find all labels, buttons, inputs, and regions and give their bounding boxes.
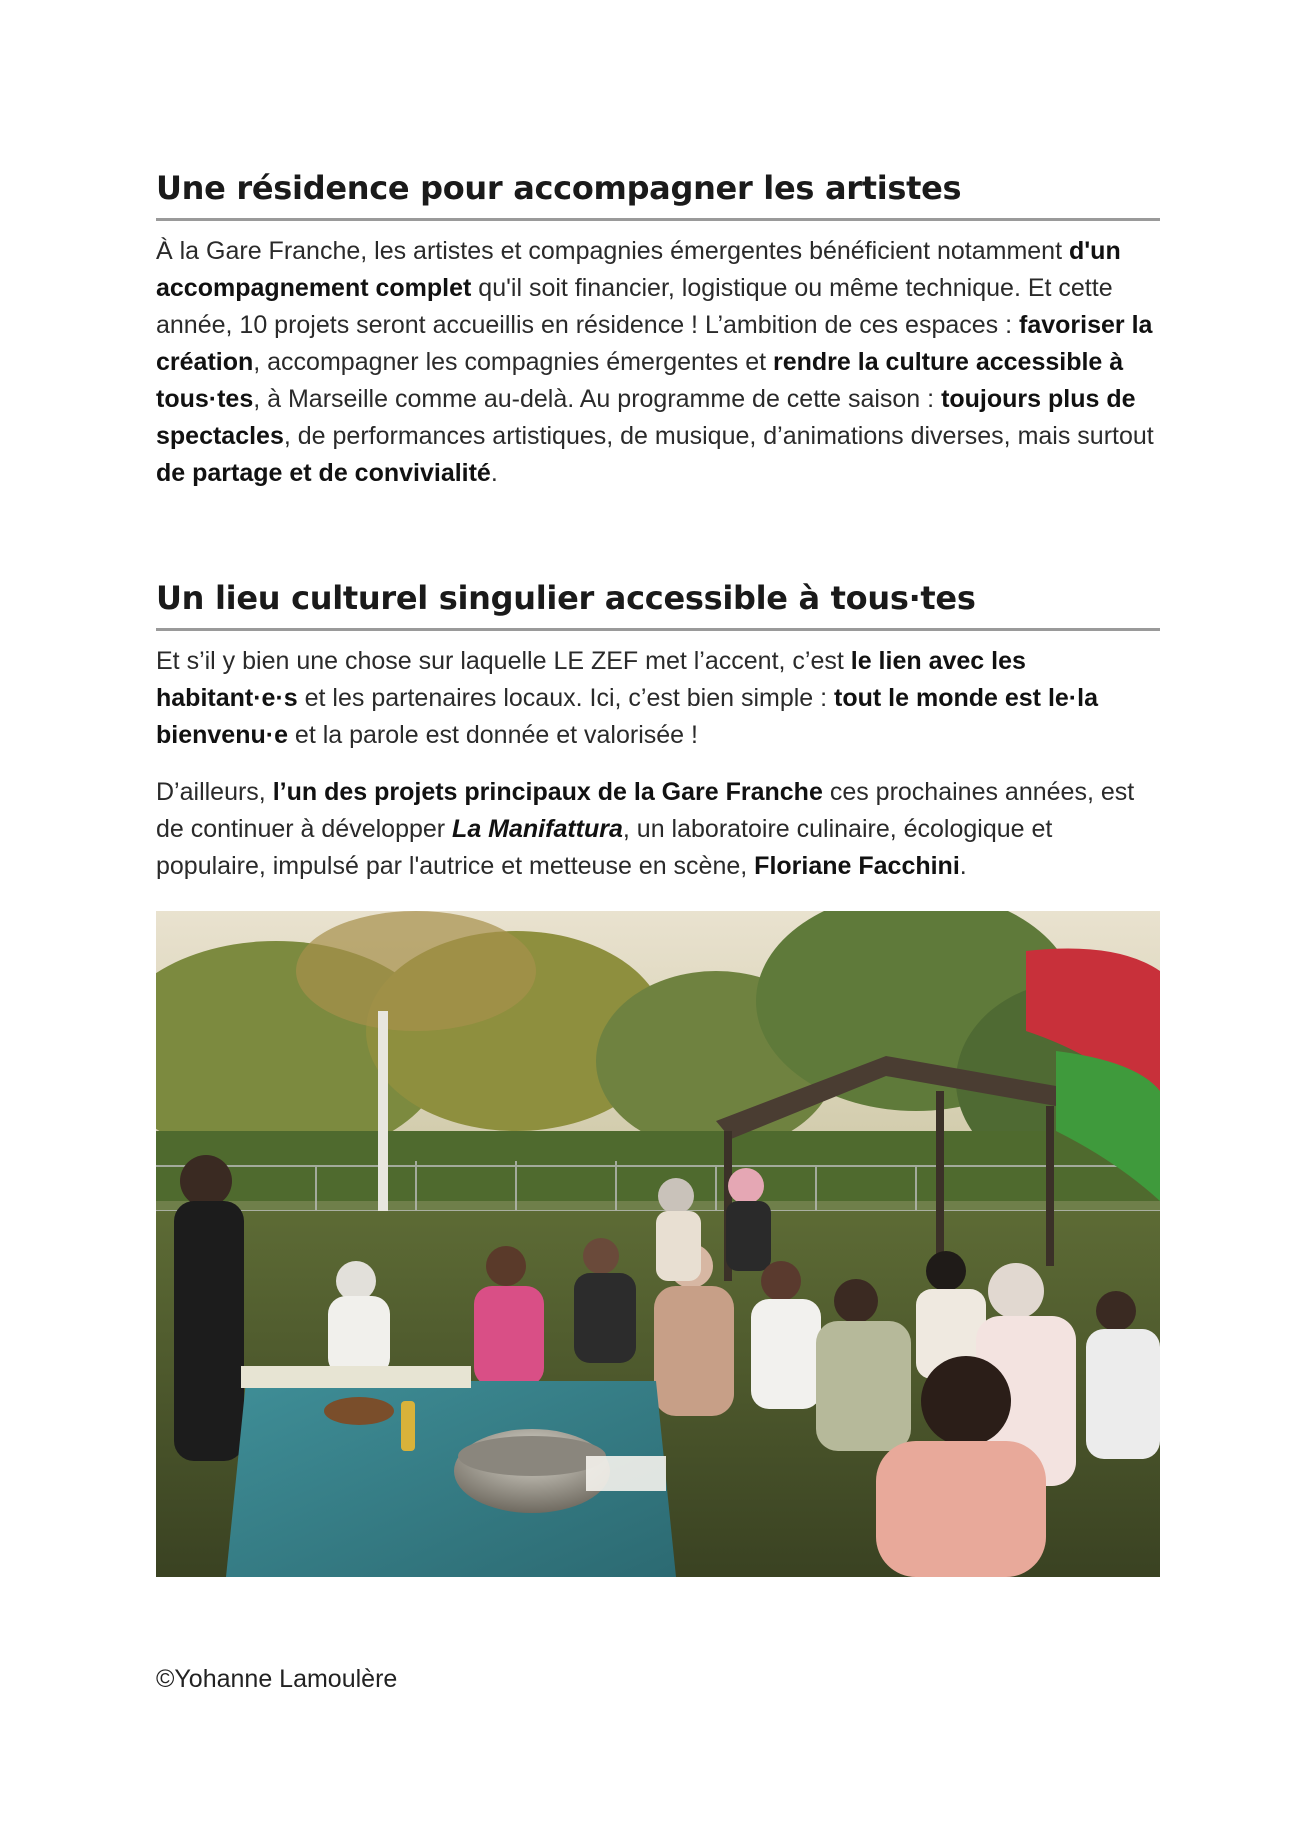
emphasis-text: rendre la culture accessible à tous·tes	[156, 348, 1124, 413]
emphasis-text: d'un accompagnement complet	[156, 237, 1121, 302]
event-photo-illustration	[156, 911, 1160, 1577]
body-text: D’ailleurs,	[156, 778, 273, 806]
emphasis-text: l’un des projets principaux de la Gare Franche	[272, 778, 823, 806]
body-text: et la parole est donnée et valorisée !	[287, 721, 698, 749]
body-text: Et s’il y bien une chose sur laquelle LE ZEF met l’accent, c’est	[156, 647, 851, 675]
section-paragraph-residence	[156, 233, 1160, 492]
body-text: .	[959, 852, 967, 880]
photo-credit: ©Yohanne Lamoulère	[156, 1665, 398, 1693]
emphasis-text: le lien avec les habitant·e·s	[156, 647, 1026, 712]
body-text: ces prochaines années, est de continuer à développer	[156, 778, 1135, 843]
body-text: , accompagner les compagnies émergentes et	[253, 348, 773, 376]
body-text: , à Marseille comme au-delà. Au programme de cette saison :	[253, 385, 942, 413]
emphasis-text: tout le monde est le·la bienvenu·e	[156, 684, 1098, 749]
body-text: , un laboratoire culinaire, écologique et populaire, impulsé par l'autrice et metteuse en scène,	[156, 815, 1053, 880]
body-text: , de performances artistiques, de musique, d’animations diverses, mais surtout	[283, 422, 1154, 450]
body-text: .	[490, 459, 498, 487]
emphasis-text: favoriser la création	[156, 311, 1153, 376]
emphasis-text: Floriane Facchini	[754, 852, 960, 880]
section-paragraph-manifattura	[156, 774, 1160, 885]
section-heading-residence: Une résidence pour accompagner les artistes	[156, 160, 1160, 221]
page-content	[156, 160, 1160, 1577]
body-text: et les partenaires locaux. Ici, c’est bien simple :	[297, 684, 835, 712]
emphasis-text: de partage et de convivialité	[156, 459, 491, 487]
emphasis-text: toujours plus de spectacles	[156, 385, 1136, 450]
body-text: À la Gare Franche, les artistes et compagnies émergentes bénéficient notamment	[156, 237, 1069, 265]
section-heading-lieu-culturel: Un lieu culturel singulier accessible à tous·tes	[156, 570, 1160, 631]
body-text: qu'il soit financier, logistique ou même technique. Et cette année, 10 projets seront accueillis en résidence ! L’ambition de ces espaces :	[156, 274, 1113, 339]
emphasis-text: La Manifattura	[452, 815, 623, 843]
event-photo	[156, 911, 1160, 1577]
section-paragraph-lien-habitants	[156, 643, 1160, 754]
